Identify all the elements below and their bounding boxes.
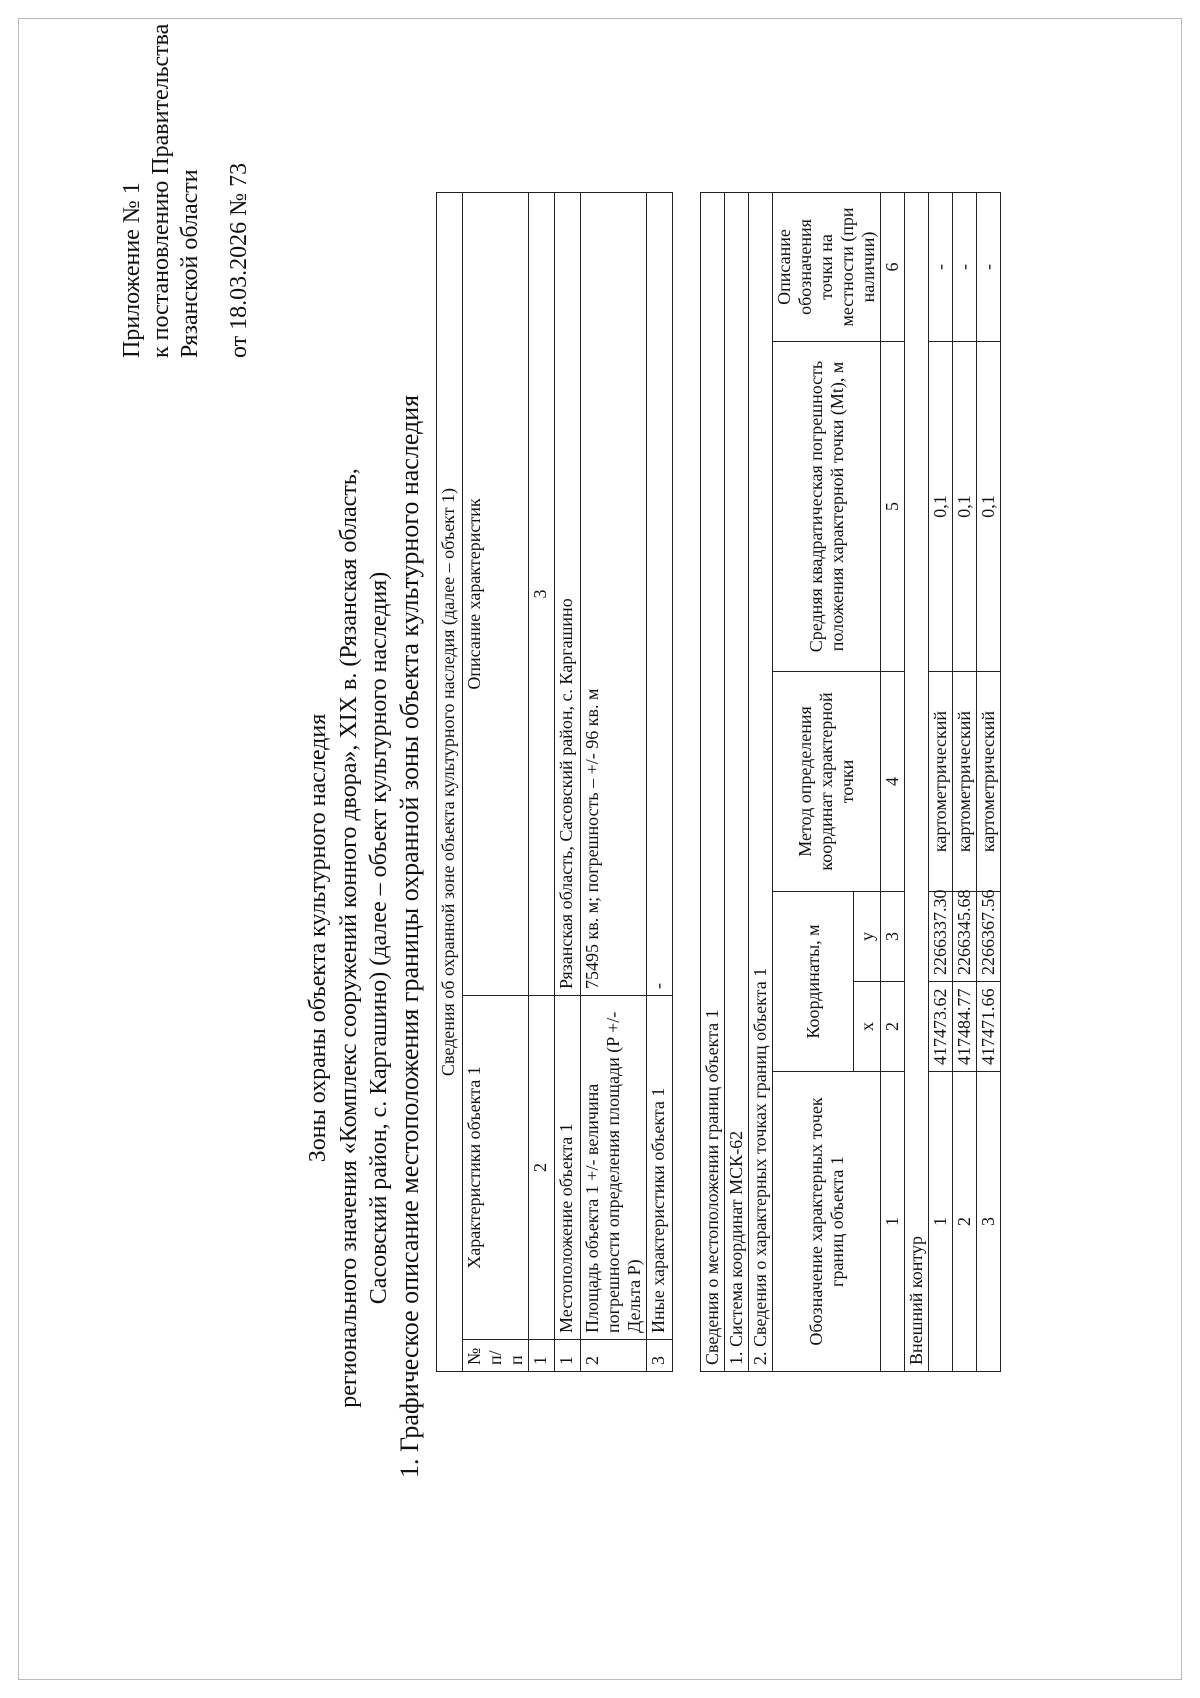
table-row bbox=[555, 193, 581, 1372]
point-method: картометрический bbox=[977, 672, 1001, 892]
table2-col-point: Обозначение характерных точек границ объекта 1 bbox=[773, 1072, 881, 1372]
table2-index-cell: 3 bbox=[881, 892, 905, 982]
row-num: 2 bbox=[581, 1340, 647, 1372]
point-id: 2 bbox=[953, 1072, 977, 1372]
point-id: 1 bbox=[929, 1072, 953, 1372]
row-description: Рязанская область, Сасовский район, с. Каргашино bbox=[555, 193, 581, 996]
boundary-points-table bbox=[700, 192, 1001, 1372]
table2-col-error: Средняя квадратическая погрешность положения характерной точки (Mt), м bbox=[773, 342, 881, 672]
point-y: 2266337.30 bbox=[929, 892, 953, 982]
table2-col-desc: Описание обозначения точки на местности (при наличии) bbox=[773, 193, 881, 342]
point-desc: - bbox=[929, 193, 953, 342]
point-method: картометрический bbox=[929, 672, 953, 892]
point-y: 2266367.56 bbox=[977, 892, 1001, 982]
appendix-ref: к постановлению Правительства bbox=[148, 23, 174, 358]
row-characteristic: Местоположение объекта 1 bbox=[555, 996, 581, 1340]
row-num: 3 bbox=[647, 1340, 673, 1372]
table-row bbox=[953, 193, 977, 1372]
point-x: 417471.66 bbox=[977, 982, 1001, 1072]
table2-index-cell: 1 bbox=[881, 1072, 905, 1372]
table2-col-coords: Координаты, м bbox=[773, 892, 854, 1072]
point-id: 3 bbox=[977, 1072, 1001, 1372]
point-x: 417473.62 bbox=[929, 982, 953, 1072]
document-subtitle-line2: Сасовский район, с. Каргашино) (далее – объект культурного наследия) bbox=[366, 571, 392, 1305]
point-desc: - bbox=[953, 193, 977, 342]
table-row bbox=[647, 193, 673, 1372]
table1-caption: Сведения об охранной зоне объекта культурного наследия (далее – объект 1) bbox=[437, 193, 463, 1372]
table2-col-method: Метод определения координат характерной точки bbox=[773, 672, 881, 892]
table1-index-cell: 3 bbox=[529, 193, 555, 996]
point-mt: 0,1 bbox=[977, 342, 1001, 672]
document-title: Зоны охраны объекта культурного наследия bbox=[305, 713, 331, 1163]
point-y: 2266345.68 bbox=[953, 892, 977, 982]
table2-col-x: x bbox=[854, 982, 881, 1072]
table2-caption: Сведения о местоположении границ объекта 1 bbox=[701, 193, 725, 1372]
point-x: 417484.77 bbox=[953, 982, 977, 1072]
contour-label: Внешний контур bbox=[905, 193, 929, 1372]
table1-col-num: № п/п bbox=[463, 1340, 529, 1372]
table-row bbox=[929, 193, 953, 1372]
appendix-number: Приложение № 1 bbox=[119, 182, 145, 358]
table1-index-cell: 2 bbox=[529, 996, 555, 1340]
appendix-date: от 18.03.2026 № 73 bbox=[226, 162, 252, 358]
table2-subcaption-crs: 1. Система координат МСК-62 bbox=[725, 193, 749, 1372]
object-info-table bbox=[436, 192, 673, 1372]
point-desc: - bbox=[977, 193, 1001, 342]
table1-col-desc: Описание характеристик bbox=[463, 193, 529, 996]
appendix-block bbox=[118, 18, 254, 358]
table1-index-cell: 1 bbox=[529, 1340, 555, 1372]
table1-col-char: Характеристики объекта 1 bbox=[463, 996, 529, 1340]
document-subtitle-line1: регионального значения «Комплекс сооружений конного двора», XIX в. (Рязанская область, bbox=[336, 468, 362, 1408]
table2-col-y: y bbox=[854, 892, 881, 982]
table2-index-cell: 6 bbox=[881, 193, 905, 342]
table-row bbox=[977, 193, 1001, 1372]
appendix-region: Рязанской области bbox=[177, 169, 203, 358]
table-row bbox=[581, 193, 647, 1372]
table2-index-cell: 2 bbox=[881, 982, 905, 1072]
row-characteristic: Площадь объекта 1 +/- величина погрешности определения площади (P +/- Дельта P) bbox=[581, 996, 647, 1340]
table2-index-cell: 4 bbox=[881, 672, 905, 892]
row-description: - bbox=[647, 193, 673, 996]
table2-index-cell: 5 bbox=[881, 342, 905, 672]
point-mt: 0,1 bbox=[929, 342, 953, 672]
point-method: картометрический bbox=[953, 672, 977, 892]
row-num: 1 bbox=[555, 1340, 581, 1372]
table2-subcaption-points: 2. Сведения о характерных точках границ объекта 1 bbox=[749, 193, 773, 1372]
point-mt: 0,1 bbox=[953, 342, 977, 672]
section-title: 1. Графическое описание местоположения границы охранной зоны объекта культурного наследия bbox=[395, 394, 424, 1478]
row-characteristic: Иные характеристики объекта 1 bbox=[647, 996, 673, 1340]
row-description: 75495 кв. м; погрешность – +/- 96 кв. м bbox=[581, 193, 647, 996]
